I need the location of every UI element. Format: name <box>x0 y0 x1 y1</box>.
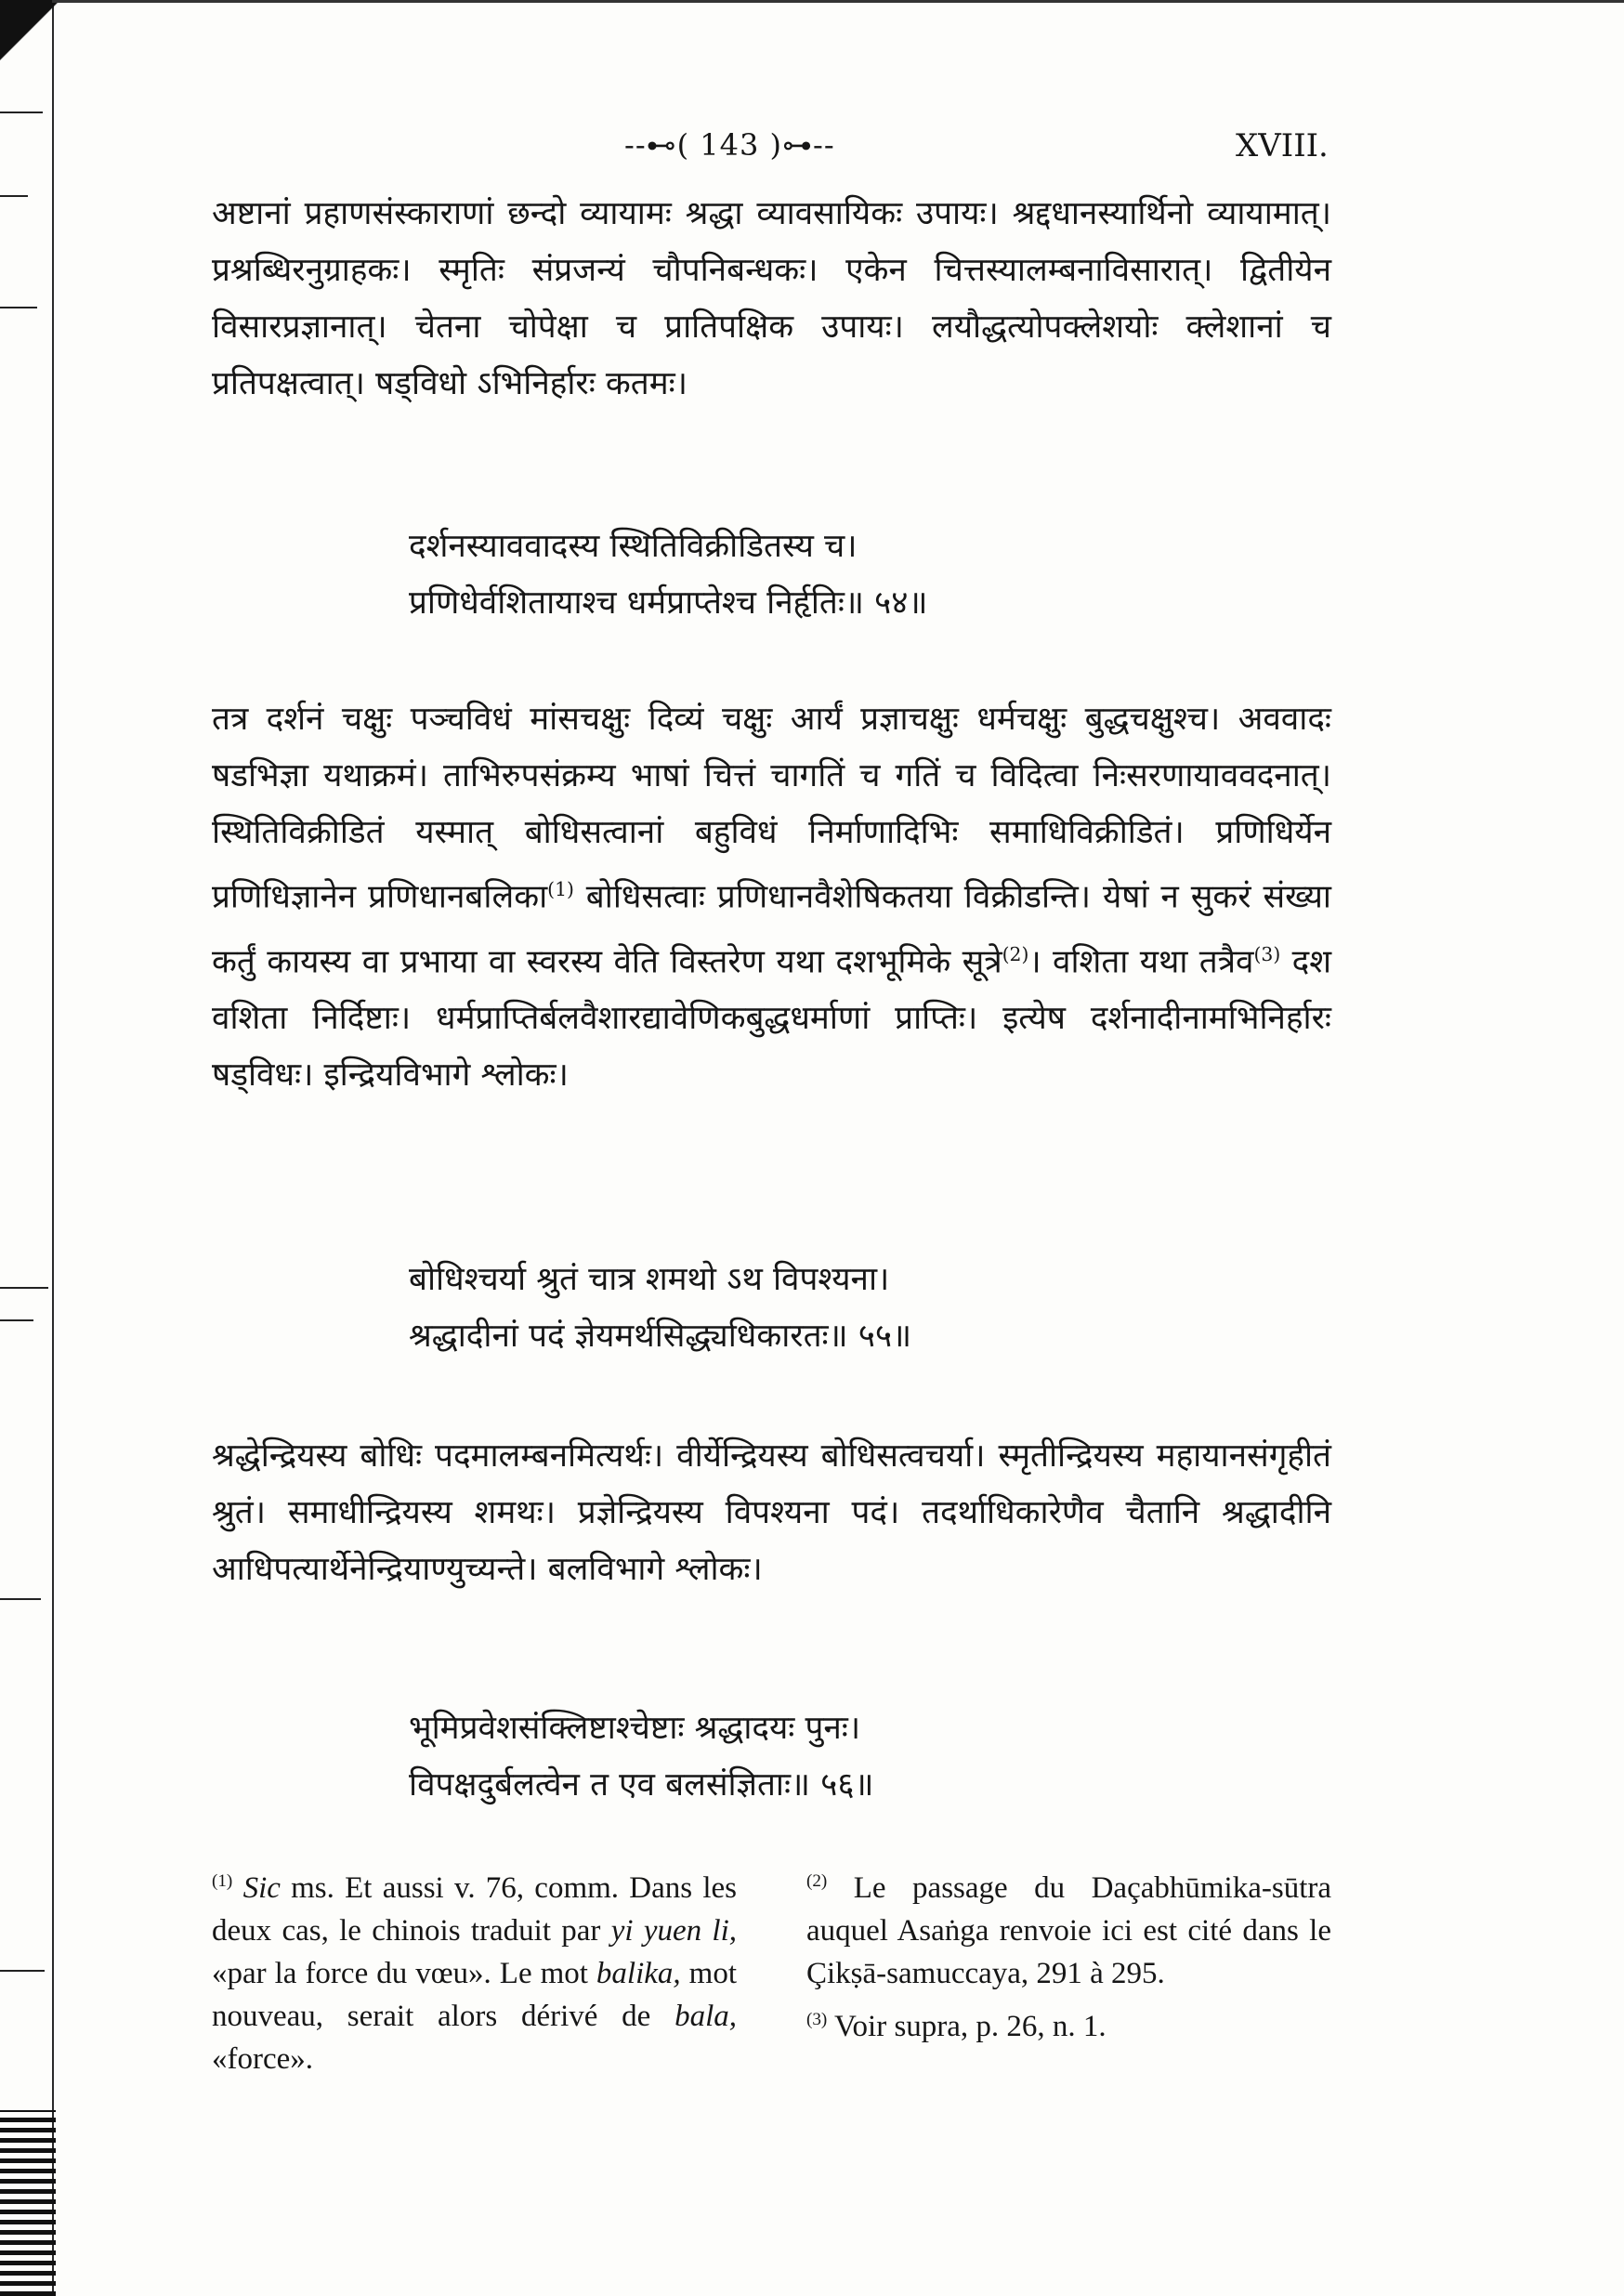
footnote-column-right <box>806 1860 1331 2048</box>
scan-tick <box>0 1287 48 1289</box>
footnote-1-text: «par la force du vœu». Le mot <box>212 1957 596 1990</box>
footnote-1-text: ms. Et aussi v. 76, comm. Dans les deux cas, le chinois traduit par <box>212 1871 738 1948</box>
scan-tick <box>0 112 43 113</box>
verse-55-line-2: श्रद्धादीनां पदं ज्ञेयमर्थसिद्ध्यधिकारतः॥ ५५॥ <box>409 1318 912 1355</box>
verse-54-line-2: प्रणिधेर्वशितायाश्च धर्मप्राप्तेश्च निर्हृतिः॥ ५४॥ <box>409 584 928 622</box>
verse-55 <box>409 1252 1338 1365</box>
footnote-1-mark: (1) <box>212 1871 233 1891</box>
footnote-2 <box>806 1860 1331 1995</box>
scan-binding-edge <box>0 0 54 2296</box>
verse-56-line-2: विपक्षदुर्बलत्वेन त एव बलसंज्ञिताः॥ ५६॥ <box>409 1766 874 1804</box>
footnote-ref-1: (1) <box>547 878 574 900</box>
paragraph-2 <box>212 691 1331 1104</box>
paragraph-2-text-d: दश वशिता निर्दिष्टाः। धर्मप्राप्तिर्बलवैशारद्यावेणिकबुद्धधर्माणां प्राप्तिः। इत्येष दर्शनादीनामभिनिर्हारः षड्विधः। इन्द्रियविभागे श्लोकः। <box>212 943 1331 1095</box>
paragraph-1: अष्टानां प्रहाणसंस्काराणां छन्दो व्यायामः श्रद्धा व्यावसायिकः उपायः। श्रद्दधानस्यार्थिनो व्यायामात्। प्रश्रब्धिरनुग्राहकः। स्मृतिः संप्रजन्यं चौपनिबन्धकः। एकेन चित्तस्यालम्बनाविसारात्। द्वितीयेन विसारप्रज्ञानात्। चेतना चोपेक्षा च प्रातिपक्षिक उपायः। लयौद्धत्योपक्लेशयोः क्लेशानां च प्रतिपक्षत्वात्। षड्विधो ऽभिनिर्हारः कतमः। <box>212 195 1331 402</box>
footnote-1-term-yi-yuen-li: yi yuen li, <box>610 1914 738 1948</box>
footnote-1-text: mot nouveau, serait alors dérivé de <box>212 1957 737 2033</box>
chapter-number: XVIII. <box>1236 127 1329 164</box>
verse-54 <box>409 518 1338 632</box>
footnote-1-term-bala: bala, <box>674 2000 737 2033</box>
verse-54-line-1: दर्शनस्याववादस्य स्थितिविक्रीडितस्य च। <box>409 528 858 565</box>
scan-tick <box>0 1319 33 1321</box>
footnote-ref-3: (3) <box>1253 942 1281 965</box>
footnote-3-mark: (3) <box>806 2010 828 2029</box>
footnote-column-left <box>212 1860 737 2080</box>
page-number: --⊷( 143 )⊶-- <box>624 127 835 163</box>
footnote-1 <box>212 1860 737 2080</box>
verse-56-line-1: भूमिप्रवेशसंक्लिष्टाश्चेष्टाः श्रद्धादयः पुनः। <box>409 1710 861 1747</box>
footnote-1-text: «force». <box>212 2042 314 2076</box>
scan-tick <box>0 1970 45 1972</box>
paragraph-2-text-c: । वशिता यथा तत्रैव <box>1028 943 1254 981</box>
scan-tick <box>0 1598 41 1600</box>
paragraph-2-text-b: बोधिसत्वाः प्रणिधानवैशेषिकतया विक्रीडन्ति। येषां न सुकरं संख्या कर्तुं कायस्य वा प्रभाया वा स्वरस्य वेति विस्तरेण यथा दशभूमिके सूत्रे <box>212 878 1331 981</box>
verse-55-line-1: बोधिश्चर्या श्रुतं चात्र शमथो ऽथ विपश्यना। <box>409 1261 890 1298</box>
paragraph-3: श्रद्धेन्द्रियस्य बोधिः पदमालम्बनमित्यर्थः। वीर्येन्द्रियस्य बोधिसत्वचर्या। स्मृतीन्द्रियस्य महायानसंगृहीतं श्रुतं। समाधीन्द्रियस्य शमथः। प्रज्ञेन्द्रियस्य विपश्यना पदं। तदर्थाधिकारेणैव चैतानि श्रद्धादीनि आधिपत्यार्थेनेन्द्रियाण्युच्यन्ते। बलविभागे श्लोकः। <box>212 1437 1331 1588</box>
verse-56 <box>409 1700 1338 1814</box>
footnote-1-sic: Sic <box>242 1871 281 1905</box>
scan-corner-mark <box>0 0 65 84</box>
scan-tick <box>0 307 37 308</box>
scan-top-edge <box>52 0 1624 3</box>
footnote-ref-2: (2) <box>1002 942 1029 965</box>
paragraph-2-text-a: तत्र दर्शनं चक्षुः पञ्चविधं मांसचक्षुः दिव्यं चक्षुः आर्यं प्रज्ञाचक्षुः धर्मचक्षुः बुद्धचक्षुश्च। अववादः षडभिज्ञा यथाक्रमं। ताभिरुपसंक्रम्य भाषां चित्तं चागतिं च गतिं च विदित्वा निःसरणायाववदनात्। स्थितिविक्रीडितं यस्मात् बोधिसत्वानां बहुविधं निर्माणादिभिः समाधिविक्रीडितं। प्रणिधिर्येन प्रणिधिज्ञानेन प्रणिधानबलिका <box>212 701 1331 916</box>
scan-tick <box>0 195 28 197</box>
footnote-1-term-balika: balika, <box>596 1957 681 1990</box>
footnote-3 <box>806 1999 1331 2048</box>
footnote-2-mark: (2) <box>806 1871 828 1891</box>
footnote-2-text: Le passage du Daçabhūmika-sūtra auquel Asaṅga renvoie ici est cité dans le Çikṣā-samuccaya, 291 à 295. <box>806 1871 1331 1990</box>
scan-edge-marks <box>0 2110 56 2296</box>
footnote-3-text: Voir supra, p. 26, n. 1. <box>827 2010 1107 2043</box>
